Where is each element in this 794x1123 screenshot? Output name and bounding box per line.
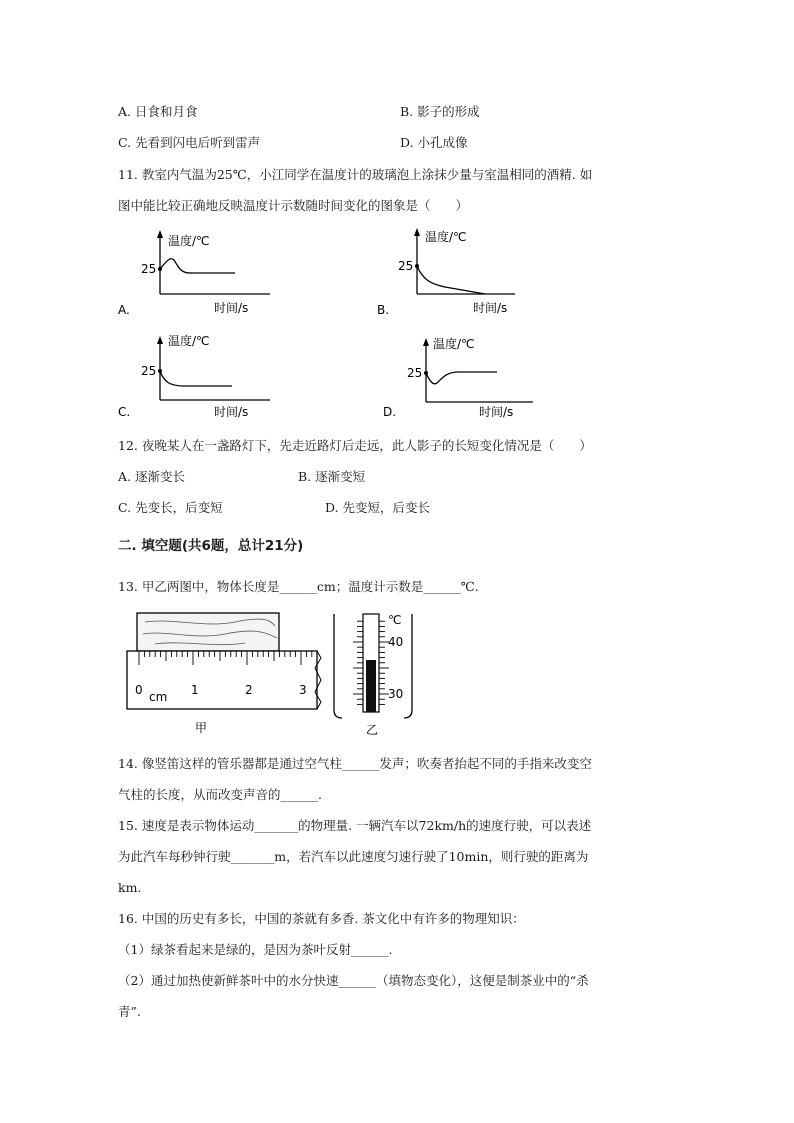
- graph-d-curve: [426, 372, 497, 384]
- q15-stem-line2: 为此汽车每秒钟行驶_______m，若汽车以此速度匀速行驶了10min，则行驶的距离为: [118, 849, 589, 864]
- q10-option-c: C. 先看到闪电后听到雷声: [118, 135, 261, 150]
- ruler-caption: 甲: [195, 721, 208, 735]
- ruler-label-0: 0: [135, 683, 143, 697]
- q16-sub1: （1）绿茶看起来是绿的，是因为茶叶反射______.: [118, 942, 393, 957]
- ruler-figure: [125, 610, 325, 740]
- q11-stem-line2: 图中能比较正确地反映温度计示数随时间变化的图象是（ ）: [118, 198, 469, 213]
- graph-c-letter: C.: [118, 405, 131, 419]
- q13-stem: 13. 甲乙两图中，物体长度是______cm；温度计示数是______℃.: [118, 579, 479, 594]
- graph-c-tick-25: 25: [141, 364, 157, 378]
- q11-stem-line1: 11. 教室内气温为25℃，小江同学在温度计的玻璃泡上涂抹少量与室温相同的酒精. 如: [118, 167, 593, 182]
- thermo-caption: 乙: [366, 723, 379, 737]
- graph-c-x-label: 时间/s: [214, 405, 249, 419]
- graph-d-y-label: 温度/℃: [433, 337, 475, 351]
- q12-option-b: B. 逐渐变短: [298, 469, 366, 484]
- graph-b-y-arrow: [414, 228, 420, 236]
- thermo-unit: ℃: [388, 613, 402, 627]
- thermo-liquid-column: [366, 660, 376, 712]
- thermo-label-30: 30: [388, 687, 404, 701]
- graph-b-x-label: 时间/s: [473, 301, 508, 315]
- graph-c-y-arrow: [157, 336, 163, 344]
- q16-stem: 16. 中国的历史有多长，中国的茶就有多香. 茶文化中有许多的物理知识：: [118, 911, 525, 926]
- graph-d-y-arrow: [423, 338, 429, 346]
- thermo-label-40: 40: [388, 635, 404, 649]
- graph-a-tick-25: 25: [141, 262, 157, 276]
- q15-stem-line3: km.: [118, 880, 142, 895]
- ruler-label-1: 1: [191, 683, 199, 697]
- graph-d: [383, 330, 543, 425]
- q12-option-d: D. 先变短，后变长: [325, 500, 431, 515]
- q16-sub2-line2: 青”.: [118, 1004, 141, 1019]
- graph-a-x-label: 时间/s: [214, 301, 249, 315]
- q12-stem: 12. 夜晚某人在一盏路灯下，先走近路灯后走远，此人影子的长短变化情况是（ ）: [118, 438, 592, 453]
- graph-b-curve: [417, 266, 485, 294]
- graph-a: [118, 226, 278, 321]
- graph-b: [375, 226, 535, 321]
- graph-d-x-label: 时间/s: [479, 405, 514, 419]
- q12-option-a: A. 逐渐变长: [118, 469, 185, 484]
- q10-option-a: A. 日食和月食: [118, 104, 198, 119]
- ruler-unit: cm: [149, 690, 168, 704]
- graph-c-curve: [160, 371, 232, 386]
- graph-b-tick-25: 25: [398, 259, 414, 273]
- section-heading-fill-in: 二. 填空题(共6题，总计21分): [118, 538, 304, 554]
- graph-d-letter: D.: [383, 405, 397, 419]
- thermo-case-left: [334, 614, 342, 718]
- q15-stem-line1: 15. 速度是表示物体运动_______的物理量. 一辆汽车以72km/h的速度行驶，可以表述: [118, 818, 592, 833]
- q12-option-c: C. 先变长，后变短: [118, 500, 223, 515]
- thermometer-figure: [330, 610, 420, 740]
- q16-sub2-line1: （2）通过加热使新鲜茶叶中的水分快速______（填物态变化），这便是制茶业中的“杀: [118, 973, 589, 988]
- q10-option-b: B. 影子的形成: [400, 104, 480, 119]
- q14-stem-line1: 14. 像竖笛这样的管乐器都是通过空气柱______发声；吹奏者抬起不同的手指来改变空: [118, 756, 592, 771]
- graph-a-letter: A.: [118, 303, 130, 317]
- ruler-label-3: 3: [299, 683, 307, 697]
- thermo-case-right: [404, 614, 412, 718]
- q10-option-d: D. 小孔成像: [400, 135, 468, 150]
- graph-c: [118, 330, 278, 425]
- graph-a-curve: [160, 259, 235, 273]
- graph-b-letter: B.: [377, 303, 390, 317]
- graph-a-y-label: 温度/℃: [168, 234, 210, 248]
- graph-a-y-arrow: [157, 230, 163, 238]
- graph-d-tick-25: 25: [407, 366, 423, 380]
- graph-b-y-label: 温度/℃: [425, 230, 467, 244]
- ruler-label-2: 2: [245, 683, 253, 697]
- graph-c-y-label: 温度/℃: [168, 334, 210, 348]
- q14-stem-line2: 气柱的长度，从而改变声音的______.: [118, 787, 322, 802]
